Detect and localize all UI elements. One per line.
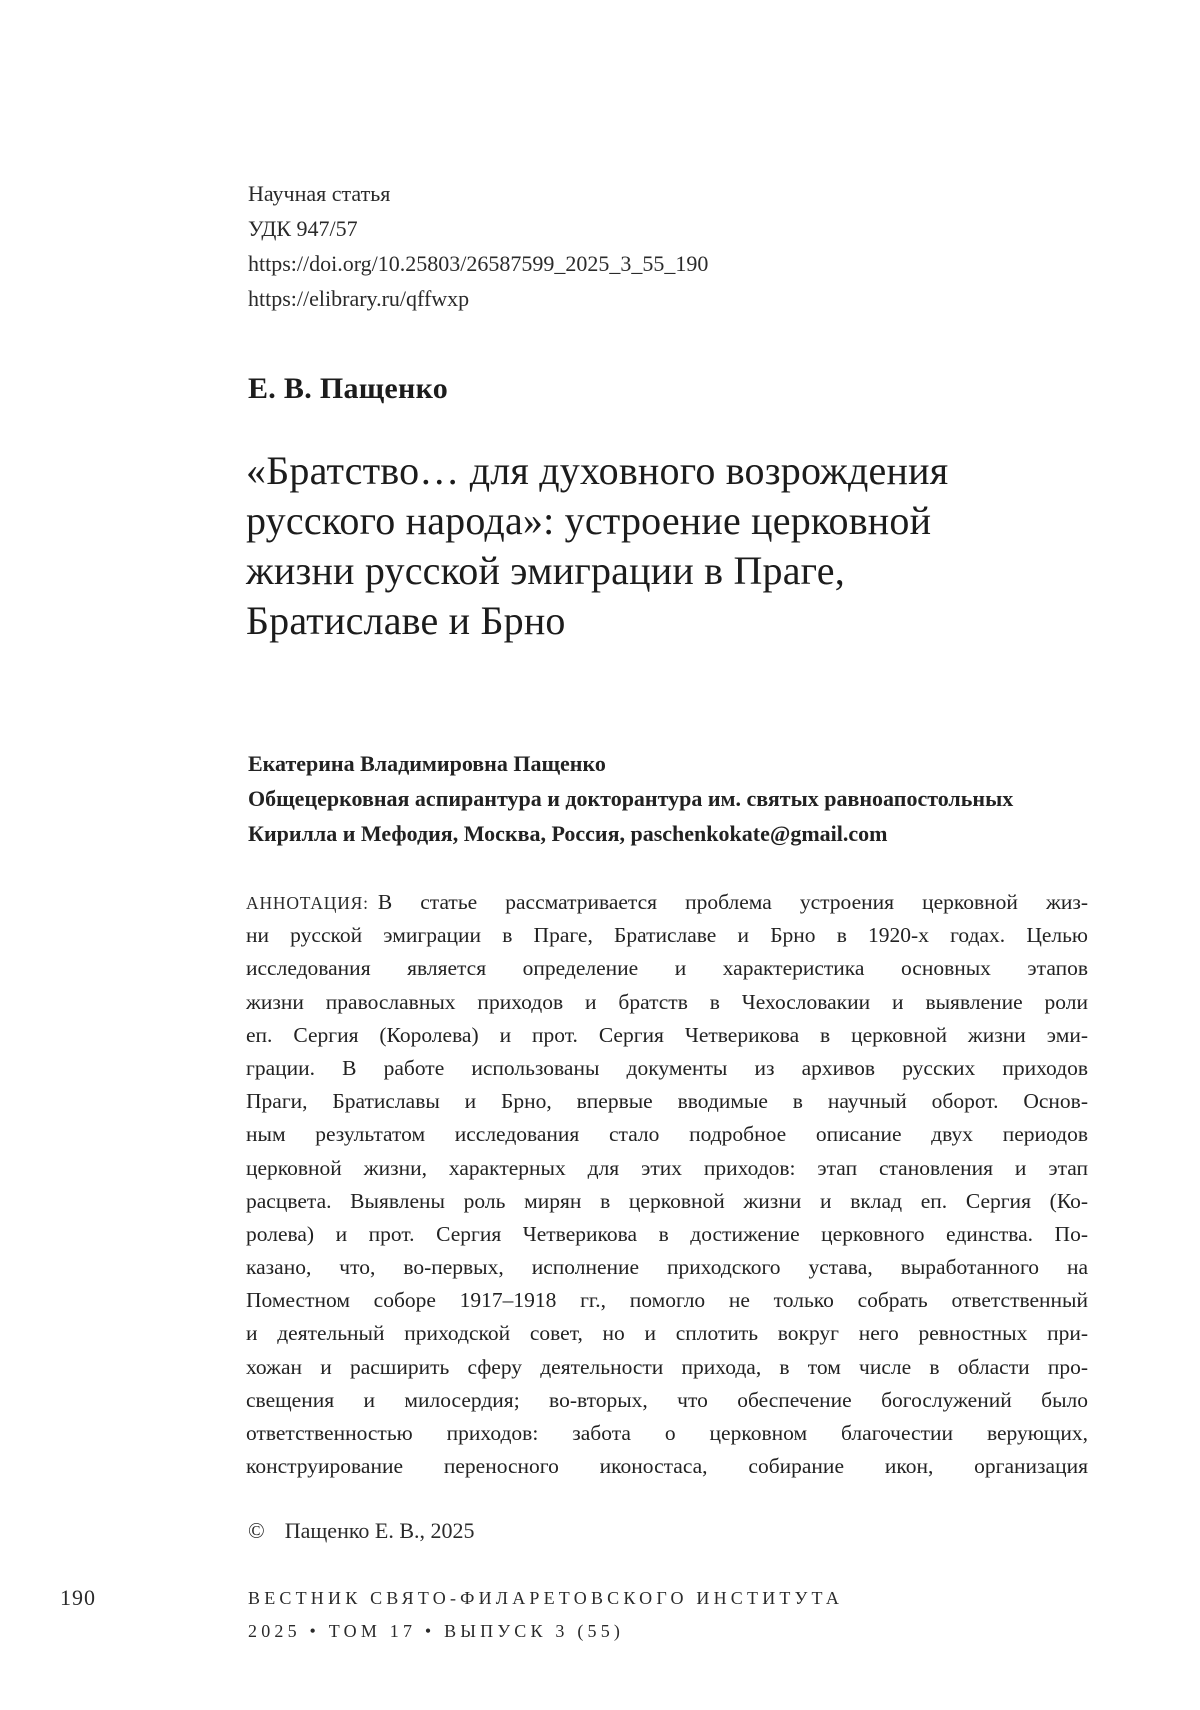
article-title (246, 446, 948, 646)
abstract-line: ным результатом исследования стало подробное описание двух периодов (246, 1122, 1088, 1147)
journal-name: ВЕСТНИК СВЯТО-ФИЛАРЕТОВСКОГО ИНСТИТУТА (248, 1588, 844, 1608)
article-type-label: Научная статья (248, 181, 391, 206)
abstract-line: Поместном соборе 1917–1918 гг., помогло не только собрать ответственный (246, 1288, 1088, 1313)
author-full-name: Екатерина Владимировна Пащенко (248, 751, 606, 776)
doi-link[interactable]: https://doi.org/10.25803/26587599_2025_3_55_190 (248, 251, 709, 276)
journal-footer (248, 1588, 843, 1642)
abstract-line: грации. В работе использованы документы из архивов русских приходов (246, 1055, 1088, 1080)
abstract-line: свещения и милосердия; во-вторых, что обеспечение богослужений было (246, 1387, 1088, 1412)
abstract-line: жизни православных приходов и братств в Чехословакии и выявление роли (246, 989, 1088, 1014)
abstract-label: АННОТАЦИЯ: (246, 893, 369, 913)
author-short-name: Е. В. Пащенко (248, 372, 449, 405)
abstract-line (246, 886, 1088, 919)
author-info-block (248, 746, 1013, 851)
title-line-4: Братиславе и Брно (246, 598, 566, 643)
abstract-line: ни русской эмиграции в Праге, Братиславе и Брно в 1920-х годах. Целью (246, 923, 1088, 948)
elibrary-link[interactable]: https://elibrary.ru/qffwxp (248, 286, 470, 311)
abstract-line: Праги, Братиславы и Брно, впервые вводимые в научный оборот. Основ- (246, 1089, 1088, 1114)
abstract-line: конструирование переносного иконостаса, собирание икон, организация (246, 1454, 1088, 1479)
abstract-line: исследования является определение и характеристика основных этапов (246, 956, 1088, 981)
title-line-3: жизни русской эмиграции в Праге, (246, 548, 845, 593)
abstract-block (246, 886, 1088, 1483)
abstract-line: хожан и расширить сферу деятельности прихода, в том числе в области про- (246, 1354, 1088, 1379)
abstract-line: ответственностью приходов: забота о церковном благочестии верующих, (246, 1421, 1088, 1445)
title-line-2: русского народа»: устроение церковной (246, 498, 932, 543)
title-line-1: «Братство… для духовного возрождения (246, 448, 949, 493)
copyright-line (248, 1518, 475, 1544)
abstract-text: В статье рассматривается проблема устроения церковной жиз- (377, 890, 1088, 914)
copyright-symbol: © (248, 1518, 265, 1543)
abstract-line: еп. Сергия (Королева) и прот. Сергия Четверикова в церковной жизни эми- (246, 1022, 1088, 1047)
copyright-text: Пащенко Е. В., 2025 (284, 1518, 475, 1543)
abstract-line: расцвета. Выявлены роль мирян в церковной жизни и вклад еп. Сергия (Ко- (246, 1188, 1088, 1213)
abstract-line: церковной жизни, характерных для этих приходов: этап становления и этап (246, 1155, 1088, 1180)
abstract-line: и деятельный приходской совет, но и сплотить вокруг него ревностных при- (246, 1321, 1088, 1346)
journal-issue: 2025 • ТОМ 17 • ВЫПУСК 3 (55) (248, 1621, 625, 1641)
udc-label: УДК 947/57 (248, 216, 358, 241)
abstract-line: казано, что, во-первых, исполнение приходского устава, выработанного на (246, 1255, 1088, 1280)
page-number: 190 (60, 1585, 96, 1610)
abstract-line: ролева) и прот. Сергия Четверикова в достижение церковного единства. По- (246, 1221, 1088, 1246)
affiliation-line: Общецерковная аспирантура и докторантура им. святых равноапостольных (248, 786, 1014, 811)
affiliation-line: Кирилла и Мефодия, Москва, Россия, paschenkokate@gmail.com (248, 821, 888, 846)
article-meta (248, 176, 708, 316)
